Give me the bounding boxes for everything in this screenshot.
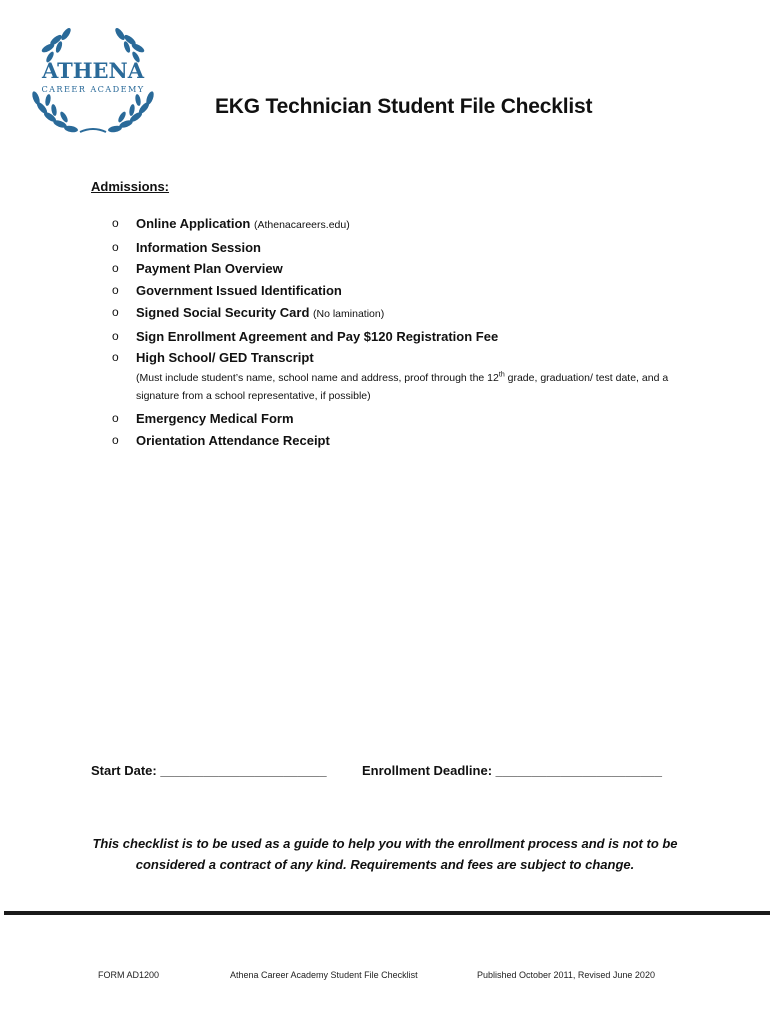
enrollment-deadline-field: Enrollment Deadline: _______________________ <box>362 763 662 778</box>
checklist-item: o Payment Plan Overview <box>108 258 708 280</box>
footer-published-date: Published October 2011, Revised June 2020 <box>477 970 655 980</box>
start-date-field: Start Date: _______________________ <box>91 763 327 778</box>
transcript-requirements-note: (Must include student’s name, school name and address, proof through the 12th grade, graduation/ test date, and a signature from a school representative, if possible) <box>136 371 669 403</box>
checklist-item: o High School/ GED Transcript (Must include student’s name, school name and address, proof through the 12th grade, graduation/ test date, and a signature from a school representative, if possible) <box>108 347 708 406</box>
checklist-item: o Government Issued Identification <box>108 280 708 302</box>
checkbox-bullet-icon: o <box>112 328 119 343</box>
checklist-item: o Emergency Medical Form <box>108 408 708 430</box>
checklist-item: o Signed Social Security Card (No lamination) <box>108 302 708 326</box>
logo-subtitle: CAREER ACADEMY <box>41 84 145 94</box>
footer-document-name: Athena Career Academy Student File Checklist <box>230 970 418 980</box>
checklist-item: o Online Application (Athenacareers.edu) <box>108 213 708 237</box>
checkbox-bullet-icon: o <box>112 410 119 425</box>
laurel-wreath-icon <box>22 20 164 138</box>
admissions-heading: Admissions: <box>91 179 170 194</box>
checkbox-bullet-icon: o <box>112 261 119 276</box>
logo-name: ATHENA <box>41 58 145 83</box>
checkbox-bullet-icon: o <box>112 304 119 319</box>
admissions-checklist <box>108 213 708 451</box>
checklist-item: o Orientation Attendance Receipt <box>108 430 708 452</box>
checkbox-bullet-icon: o <box>112 239 119 254</box>
checkbox-bullet-icon: o <box>112 216 119 230</box>
checkbox-bullet-icon: o <box>112 283 119 298</box>
athena-logo <box>22 20 164 138</box>
checklist-item: o Information Session <box>108 237 708 259</box>
footer-form-id: FORM AD1200 <box>98 970 160 980</box>
footer-divider <box>4 911 770 915</box>
checkbox-bullet-icon: o <box>112 432 119 447</box>
checklist-item: o Sign Enrollment Agreement and Pay $120 Registration Fee <box>108 326 708 348</box>
document-title: EKG Technician Student File Checklist <box>215 95 593 118</box>
disclaimer-text: This checklist is to be used as a guide to help you with the enrollment process and is not to be considered a contract of any kind. Requirements and fees are subject to change. <box>92 836 678 872</box>
checkbox-bullet-icon: o <box>112 350 119 365</box>
